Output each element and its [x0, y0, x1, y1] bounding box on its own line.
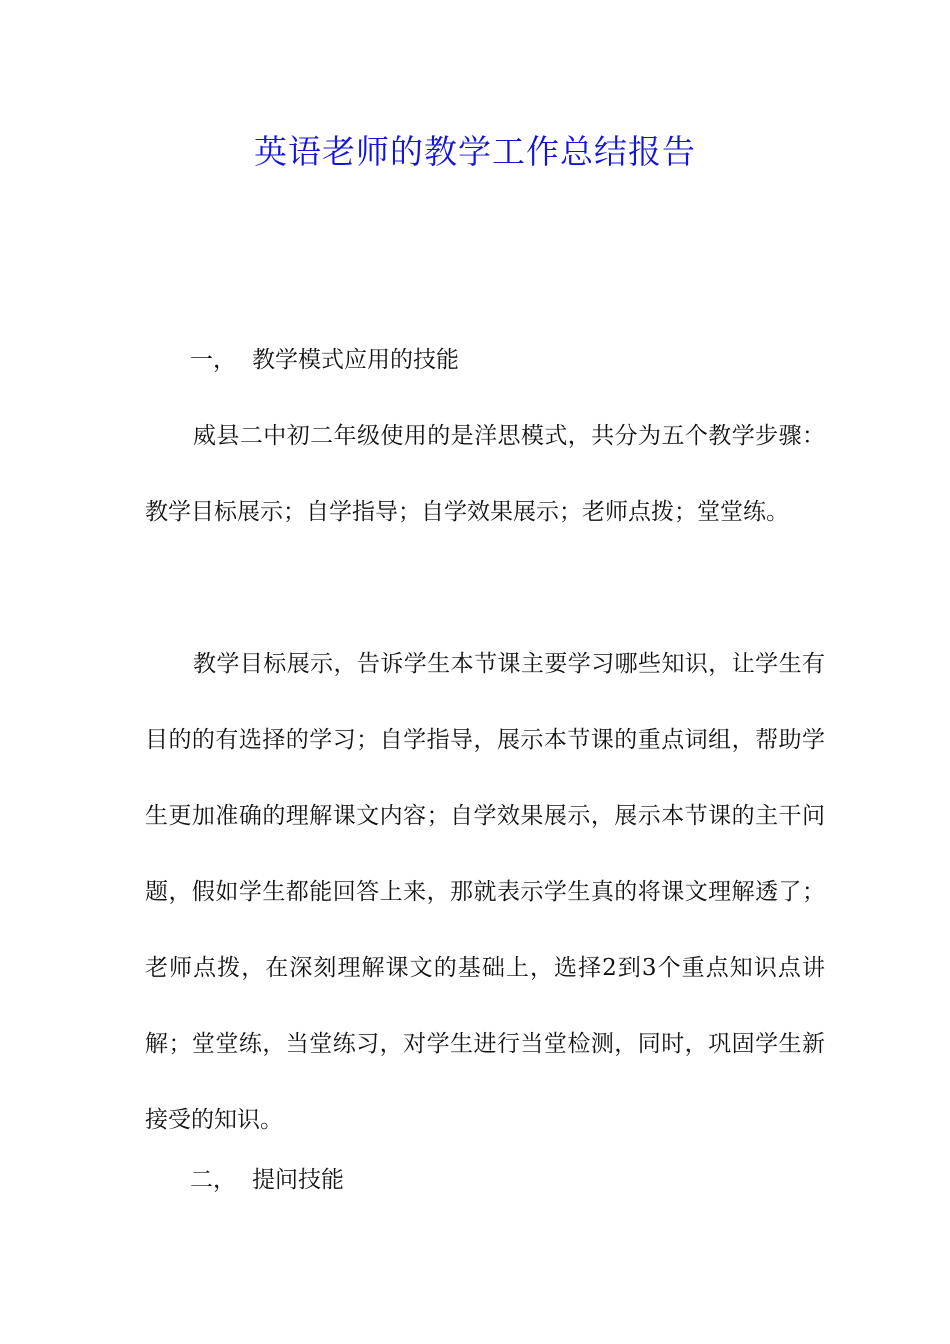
- document-title: 英语老师的教学工作总结报告: [254, 132, 696, 171]
- section-number-2: 二，: [190, 1167, 236, 1193]
- paragraph-2: 教学目标展示，告诉学生本节课主要学习哪些知识，让学生有目的的有选择的学习；自学指导，展示本节课的重点词组，帮助学生更加准确的理解课文内容；自学效果展示，展示本节课的主干问题，假如学生都能回答上来，那就表示学生真的将课文理解透了；老师点拨，在深刻理解课文的基础上，选择2到3个重点知识点讲解；堂堂练，当堂练习，对学生进行当堂检测，同时，巩固学生新接受的知识。: [145, 651, 825, 1133]
- section-title-1: 教学模式应用的技能: [252, 347, 459, 373]
- section-number-1: 一，: [190, 347, 236, 373]
- section-title-2: 提问技能: [252, 1167, 344, 1193]
- section-heading-2: [190, 1160, 344, 1200]
- paragraph-1: 威县二中初二年级使用的是洋思模式，共分为五个教学步骤：教学目标展示；自学指导；自学效果展示；老师点拨；堂堂练。: [145, 423, 825, 525]
- section-heading-1: [190, 340, 459, 380]
